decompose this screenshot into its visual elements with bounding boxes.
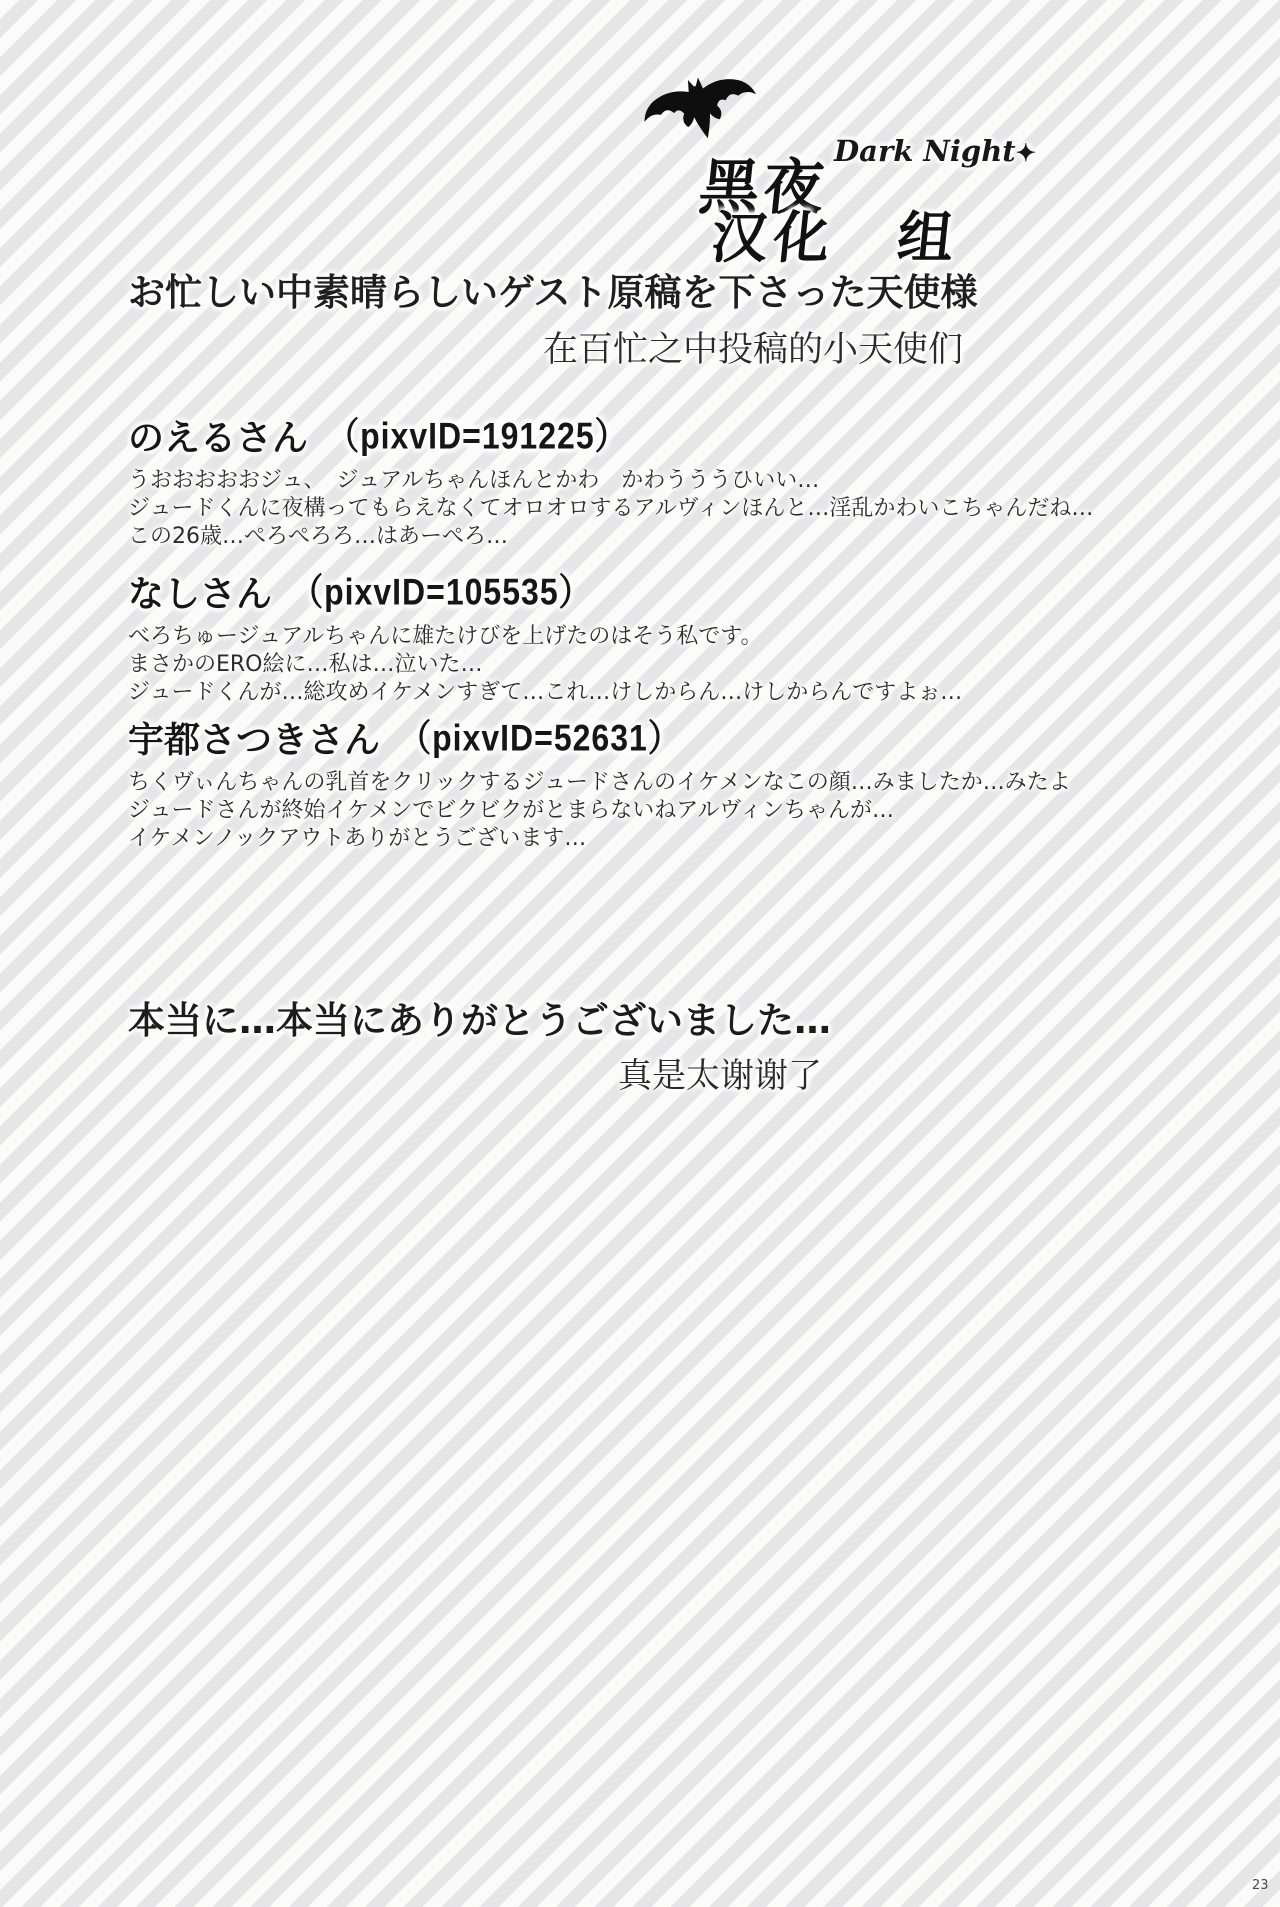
guest-name: なしさん: [128, 574, 273, 615]
guest-comments: [128, 467, 1228, 551]
thanks-message-japanese: 本当に…本当にありがとうございました…: [128, 999, 831, 1042]
guest-name: 宇都さつきさん: [128, 720, 381, 761]
guest-title: [128, 712, 1228, 763]
guest-section: [128, 410, 1228, 551]
guest-comments: [128, 623, 1228, 707]
sparkle-icon: ✦: [1015, 138, 1036, 167]
guest-comment-line: まさかのERO絵に…私は…泣いた…: [128, 652, 483, 677]
logo-group-name-top: 黑夜: [695, 153, 832, 223]
guest-name: のえるさん: [128, 418, 309, 459]
guest-comment-line: ジュードくんが…総攻めイケメンすぎて…これ…けしからん…けしからんですよぉ…: [128, 680, 963, 705]
guest-pixiv-id: （pixvID=52631）: [399, 717, 681, 759]
guest-comment-line: ジュードくんに夜構ってもらえなくてオロオロするアルヴィンほんと…淫乱かわいこちゃんだね…: [128, 496, 1094, 521]
guest-comment-line: この26歳…ぺろぺろろ…はあーぺろ…: [128, 524, 508, 549]
guest-section: [128, 712, 1228, 853]
guest-pixiv-id: （pixvID=191225）: [327, 415, 628, 457]
guest-title: [128, 566, 1228, 617]
logo-english-name: [834, 134, 1036, 168]
guest-comments: [128, 769, 1228, 853]
page-number: 23: [1252, 1878, 1269, 1893]
guest-comment-line: うおおおおおジュ、 ジュアルちゃんほんとかわ かわうううひいい…: [128, 468, 820, 493]
guest-section: [128, 566, 1228, 707]
guest-comment-line: ジュードさんが終始イケメンでビクビクがとまらないねアルヴィンちゃんが…: [128, 798, 895, 823]
guest-pixiv-id: （pixvID=105535）: [291, 571, 592, 613]
page-title-chinese: 在百忙之中投稿的小天使们: [543, 330, 964, 370]
thanks-message-chinese: 真是太谢谢了: [618, 1056, 822, 1096]
logo-english-text: Dark Night: [834, 134, 1016, 168]
logo-group-name-bottom: 汉化 组: [708, 206, 963, 271]
guest-comment-line: イケメンノックアウトありがとうございます…: [128, 826, 587, 851]
page-title-japanese: お忙しい中素晴らしいゲスト原稿を下さった天使様: [128, 271, 978, 314]
guest-title: [128, 410, 1228, 461]
guest-comment-line: ちくヴぃんちゃんの乳首をクリックするジュードさんのイケメンなこの顔…みましたか…みたよ: [128, 770, 1071, 795]
guest-comment-line: べろちゅージュアルちゃんに雄たけびを上げたのはそう私です。: [128, 624, 763, 649]
